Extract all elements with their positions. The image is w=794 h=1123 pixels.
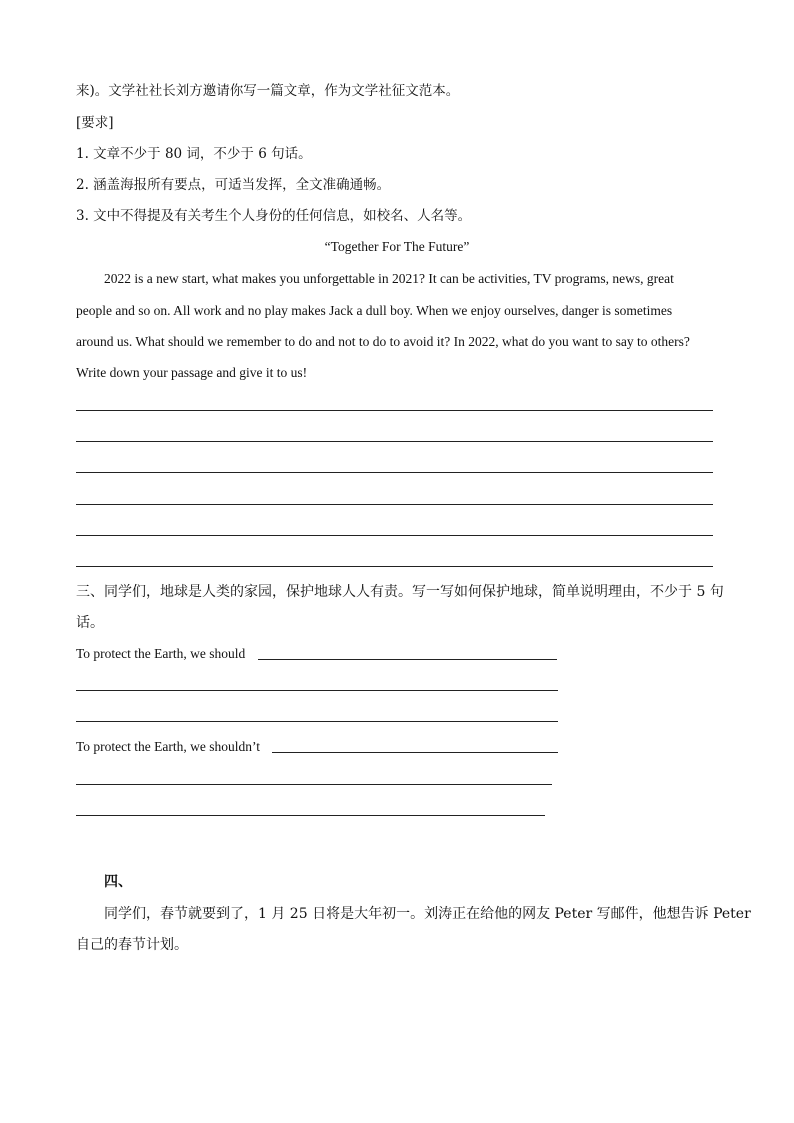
poster-line-3: around us. What should we remember to do and not to do to avoid it? In 2022, what do you want to say to others? [76, 334, 690, 349]
intro-tail-text: 来)。文学社社长刘方邀请你写一篇文章，作为文学社征文范本。 [76, 83, 460, 99]
section4-prompt-line-2: 自己的春节计划。 [76, 937, 188, 953]
shouldnt-answer-line-1[interactable] [272, 752, 558, 753]
should-answer-line-3[interactable] [76, 721, 558, 722]
poster-title: “Together For The Future” [324, 239, 470, 254]
requirement-item-2: 2. 涵盖海报所有要点，可适当发挥，全文准确通畅。 [76, 177, 391, 193]
section4-heading: 四、 [104, 874, 132, 890]
section3-prompt-line-1: 三、同学们，地球是人类的家园，保护地球人人有责。写一写如何保护地球，简单说明理由，不少于 5 句 [76, 584, 724, 600]
section3-prompt-line-2: 话。 [76, 615, 104, 631]
essay-answer-line-4[interactable] [76, 504, 713, 505]
poster-line-4: Write down your passage and give it to us! [76, 365, 308, 380]
should-prompt: To protect the Earth, we should [76, 646, 246, 661]
essay-answer-line-3[interactable] [76, 472, 713, 473]
shouldnt-answer-line-2[interactable] [76, 784, 552, 785]
requirement-item-1: 1. 文章不少于 80 词，不少于 6 句话。 [76, 146, 312, 162]
essay-answer-line-2[interactable] [76, 441, 713, 442]
poster-line-2: people and so on. All work and no play makes Jack a dull boy. When we enjoy ourselves, danger is sometimes [76, 303, 673, 318]
should-answer-line-2[interactable] [76, 690, 558, 691]
requirements-header: [要求] [76, 115, 114, 131]
section4-prompt-line-1: 同学们，春节就要到了，1 月 25 日将是大年初一。刘涛正在给他的网友 Peter 写邮件，他想告诉 Peter [104, 906, 751, 922]
poster-line-1: 2022 is a new start, what makes you unforgettable in 2021? It can be activities, TV programs, news, great [104, 271, 674, 286]
requirement-item-3: 3. 文中不得提及有关考生个人身份的任何信息，如校名、人名等。 [76, 208, 472, 224]
shouldnt-answer-line-3[interactable] [76, 815, 545, 816]
should-answer-line-1[interactable] [258, 659, 557, 660]
shouldnt-prompt: To protect the Earth, we shouldn’t [76, 739, 261, 754]
essay-answer-line-6[interactable] [76, 566, 713, 567]
essay-answer-line-5[interactable] [76, 535, 713, 536]
essay-answer-line-1[interactable] [76, 410, 713, 411]
